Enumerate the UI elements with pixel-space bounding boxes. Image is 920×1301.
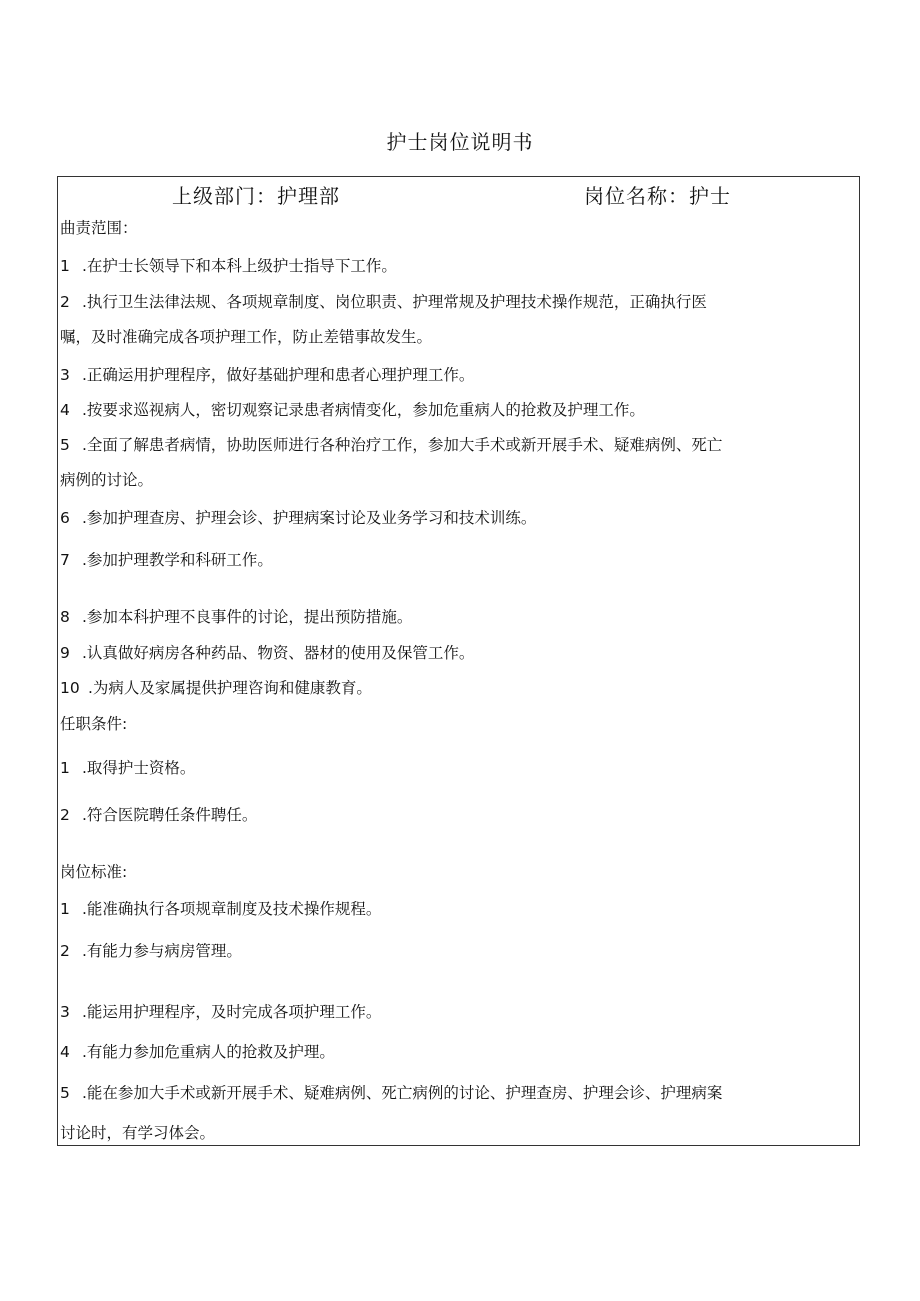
item-number: 2: [60, 806, 70, 824]
duty-item: [60, 508, 536, 528]
item-text: .执行卫生法律法规、各项规章制度、岗位职责、护理常规及护理技术操作规范，正确执行医: [82, 293, 707, 311]
item-text: .有能力参加危重病人的抢救及护理。: [82, 1043, 335, 1061]
item-text-continued: 病例的讨论。: [60, 471, 154, 489]
item-text-continued: 讨论时，有学习体会。: [60, 1124, 216, 1142]
item-number: 6: [60, 509, 70, 527]
item-text-continued: 嘱，及时准确完成各项护理工作，防止差错事故发生。: [60, 328, 433, 346]
duty-item: [60, 292, 707, 312]
qualification-item: [60, 758, 195, 778]
item-text: .认真做好病房各种药品、物资、器材的使用及保管工作。: [82, 644, 475, 662]
department-field: 上级部门：护理部: [172, 184, 340, 208]
item-number: 1: [60, 759, 70, 777]
standards-heading: 岗位标准:: [60, 863, 128, 881]
duty-item: [60, 678, 372, 698]
item-text: .按要求巡视病人，密切观察记录患者病情变化，参加危重病人的抢救及护理工作。: [82, 401, 645, 419]
duty-item: [60, 643, 474, 663]
item-text: .取得护士资格。: [82, 759, 196, 777]
standard-item: [60, 1002, 381, 1022]
standard-item: [60, 899, 381, 919]
item-text: .有能力参与病房管理。: [82, 942, 242, 960]
item-text: .能在参加大手术或新开展手术、疑难病例、死亡病例的讨论、护理查房、护理会诊、护理病案: [82, 1084, 723, 1102]
duty-item: [60, 400, 645, 420]
item-number: 1: [60, 257, 70, 275]
item-number: 7: [60, 551, 70, 569]
item-number: 4: [60, 1043, 70, 1061]
item-text: .能准确执行各项规章制度及技术操作规程。: [82, 900, 382, 918]
item-number: 8: [60, 608, 70, 626]
duty-item: [60, 256, 397, 276]
standard-item: [60, 1042, 335, 1062]
standard-item: [60, 1083, 722, 1103]
standard-item: [60, 941, 242, 961]
item-number: 5: [60, 436, 70, 454]
item-text: .参加本科护理不良事件的讨论，提出预防措施。: [82, 608, 413, 626]
item-text: .参加护理教学和科研工作。: [82, 551, 273, 569]
item-text: .正确运用护理程序，做好基础护理和患者心理护理工作。: [82, 366, 475, 384]
item-text: .全面了解患者病情，协助医师进行各种治疗工作，参加大手术或新开展手术、疑难病例、死亡: [82, 436, 723, 454]
qualification-item: [60, 805, 257, 825]
item-text: .能运用护理程序，及时完成各项护理工作。: [82, 1003, 382, 1021]
item-number: 3: [60, 366, 70, 384]
position-field: 岗位名称：护士: [584, 184, 731, 208]
item-text: .参加护理查房、护理会诊、护理病案讨论及业务学习和技术训练。: [82, 509, 537, 527]
item-number: 4: [60, 401, 70, 419]
item-number: 1: [60, 900, 70, 918]
item-number: 3: [60, 1003, 70, 1021]
duty-item: [60, 550, 273, 570]
item-text: .在护士长领导下和本科上级护士指导下工作。: [82, 257, 397, 275]
qualifications-heading: 任职条件:: [60, 715, 128, 733]
duty-item: [60, 435, 722, 455]
duty-item: [60, 365, 474, 385]
document-title: 护士岗位说明书: [386, 130, 534, 154]
item-number: 10: [60, 679, 80, 697]
item-number: 2: [60, 293, 70, 311]
item-text: .符合医院聘任条件聘任。: [82, 806, 258, 824]
duty-item: [60, 607, 412, 627]
item-number: 2: [60, 942, 70, 960]
duties-heading: 曲责范围：: [60, 219, 138, 237]
item-number: 9: [60, 644, 70, 662]
item-text: .为病人及家属提供护理咨询和健康教育。: [88, 679, 372, 697]
item-number: 5: [60, 1084, 70, 1102]
